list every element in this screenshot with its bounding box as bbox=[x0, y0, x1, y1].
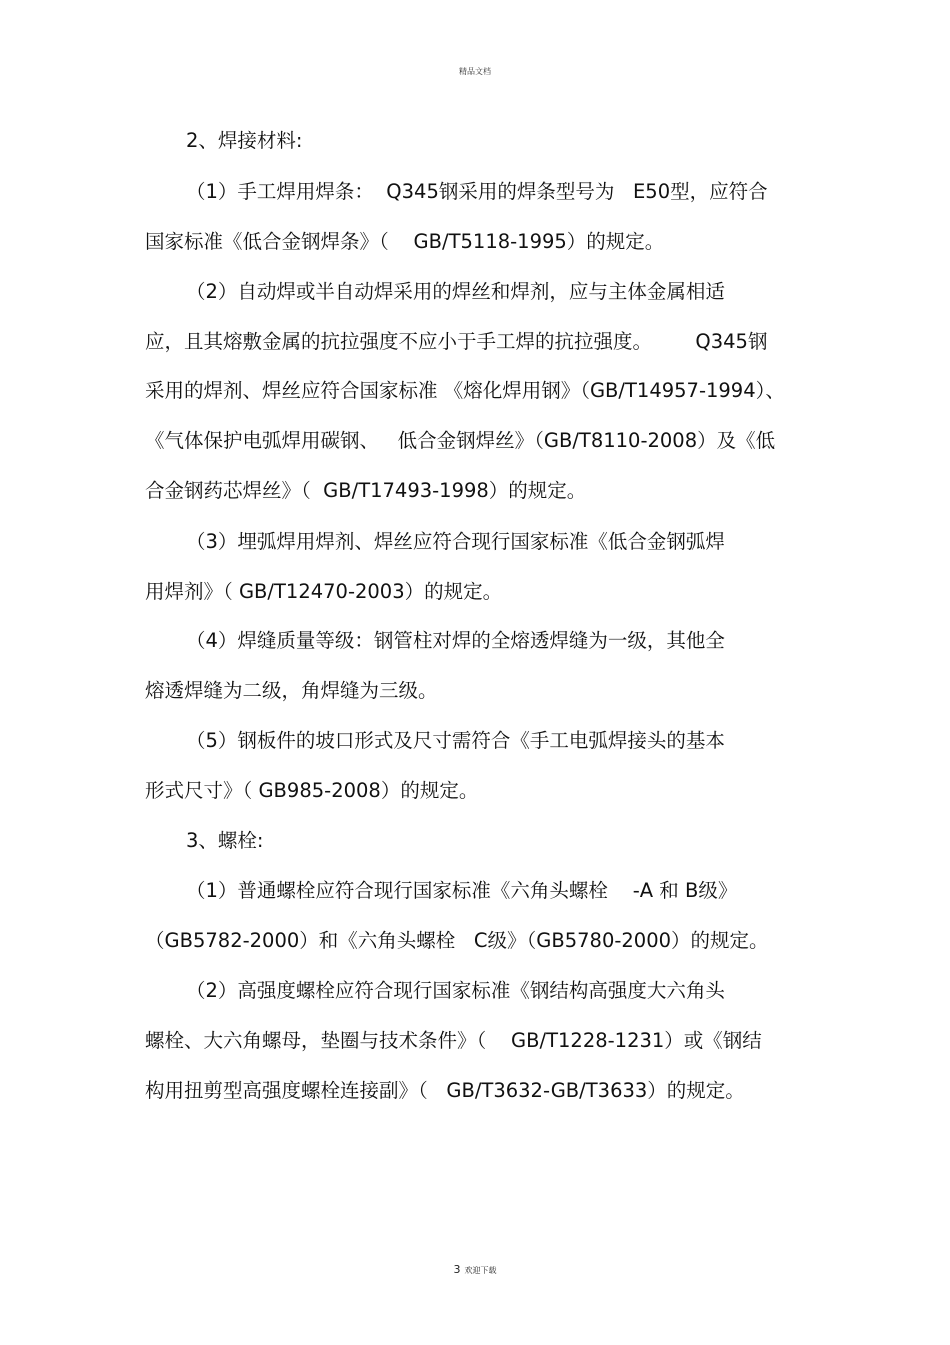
paragraph-line: 采用的焊剂、焊丝应符合国家标准 《熔化焊用钢》（GB/T14957-1994）、 bbox=[145, 379, 785, 402]
paragraph-line: （1）普通螺栓应符合现行国家标准《六角头螺栓 -A 和 B级》 bbox=[186, 879, 738, 902]
paragraph-line: （5）钢板件的坡口形式及尺寸需符合《手工电弧焊接头的基本 bbox=[186, 729, 725, 752]
paragraph-line: 螺栓、大六角螺母，垫圈与技术条件》（ GB/T1228-1231）或《钢结 bbox=[145, 1029, 762, 1052]
paragraph-line: 熔透焊缝为二级，角焊缝为三级。 bbox=[145, 679, 438, 702]
paragraph-line: （1）手工焊用焊条： Q345钢采用的焊条型号为 E50型，应符合 bbox=[186, 180, 768, 203]
paragraph-line: （4）焊缝质量等级：钢管柱对焊的全熔透焊缝为一级，其他全 bbox=[186, 629, 725, 652]
paragraph-line: （2）自动焊或半自动焊采用的焊丝和焊剂，应与主体金属相适 bbox=[186, 280, 725, 303]
section-heading-welding-materials: 2、焊接材料: bbox=[186, 129, 303, 152]
page-footer bbox=[0, 1258, 950, 1277]
page-header: 精品文档 bbox=[459, 67, 491, 76]
section-heading-bolts: 3、螺栓: bbox=[186, 829, 264, 852]
paragraph-line: 《气体保护电弧焊用碳钢、 低合金钢焊丝》（GB/T8110-2008）及《低 bbox=[145, 429, 776, 452]
paragraph-line: 构用扭剪型高强度螺栓连接副》（ GB/T3632-GB/T3633）的规定。 bbox=[145, 1079, 745, 1102]
paragraph-line: 用焊剂》（ GB/T12470-2003）的规定。 bbox=[145, 580, 503, 603]
paragraph-line: （3）埋弧焊用焊剂、焊丝应符合现行国家标准《低合金钢弧焊 bbox=[186, 530, 725, 553]
footer-text: 欢迎下载 bbox=[464, 1266, 497, 1275]
paragraph-line: （2）高强度螺栓应符合现行国家标准《钢结构高强度大六角头 bbox=[186, 979, 725, 1002]
page-number: 3 bbox=[453, 1263, 461, 1276]
paragraph-line: 合金钢药芯焊丝》（ GB/T17493-1998）的规定。 bbox=[145, 479, 587, 502]
paragraph-line: （GB5782-2000）和《六角头螺栓 C级》（GB5780-2000）的规定。 bbox=[145, 929, 769, 952]
paragraph-line: 国家标准《低合金钢焊条》（ GB/T5118-1995）的规定。 bbox=[145, 230, 665, 253]
paragraph-line: 应，且其熔敷金属的抗拉强度不应小于手工焊的抗拉强度。 Q345钢 bbox=[145, 330, 768, 353]
paragraph-line: 形式尺寸》（ GB985-2008）的规定。 bbox=[145, 779, 479, 802]
